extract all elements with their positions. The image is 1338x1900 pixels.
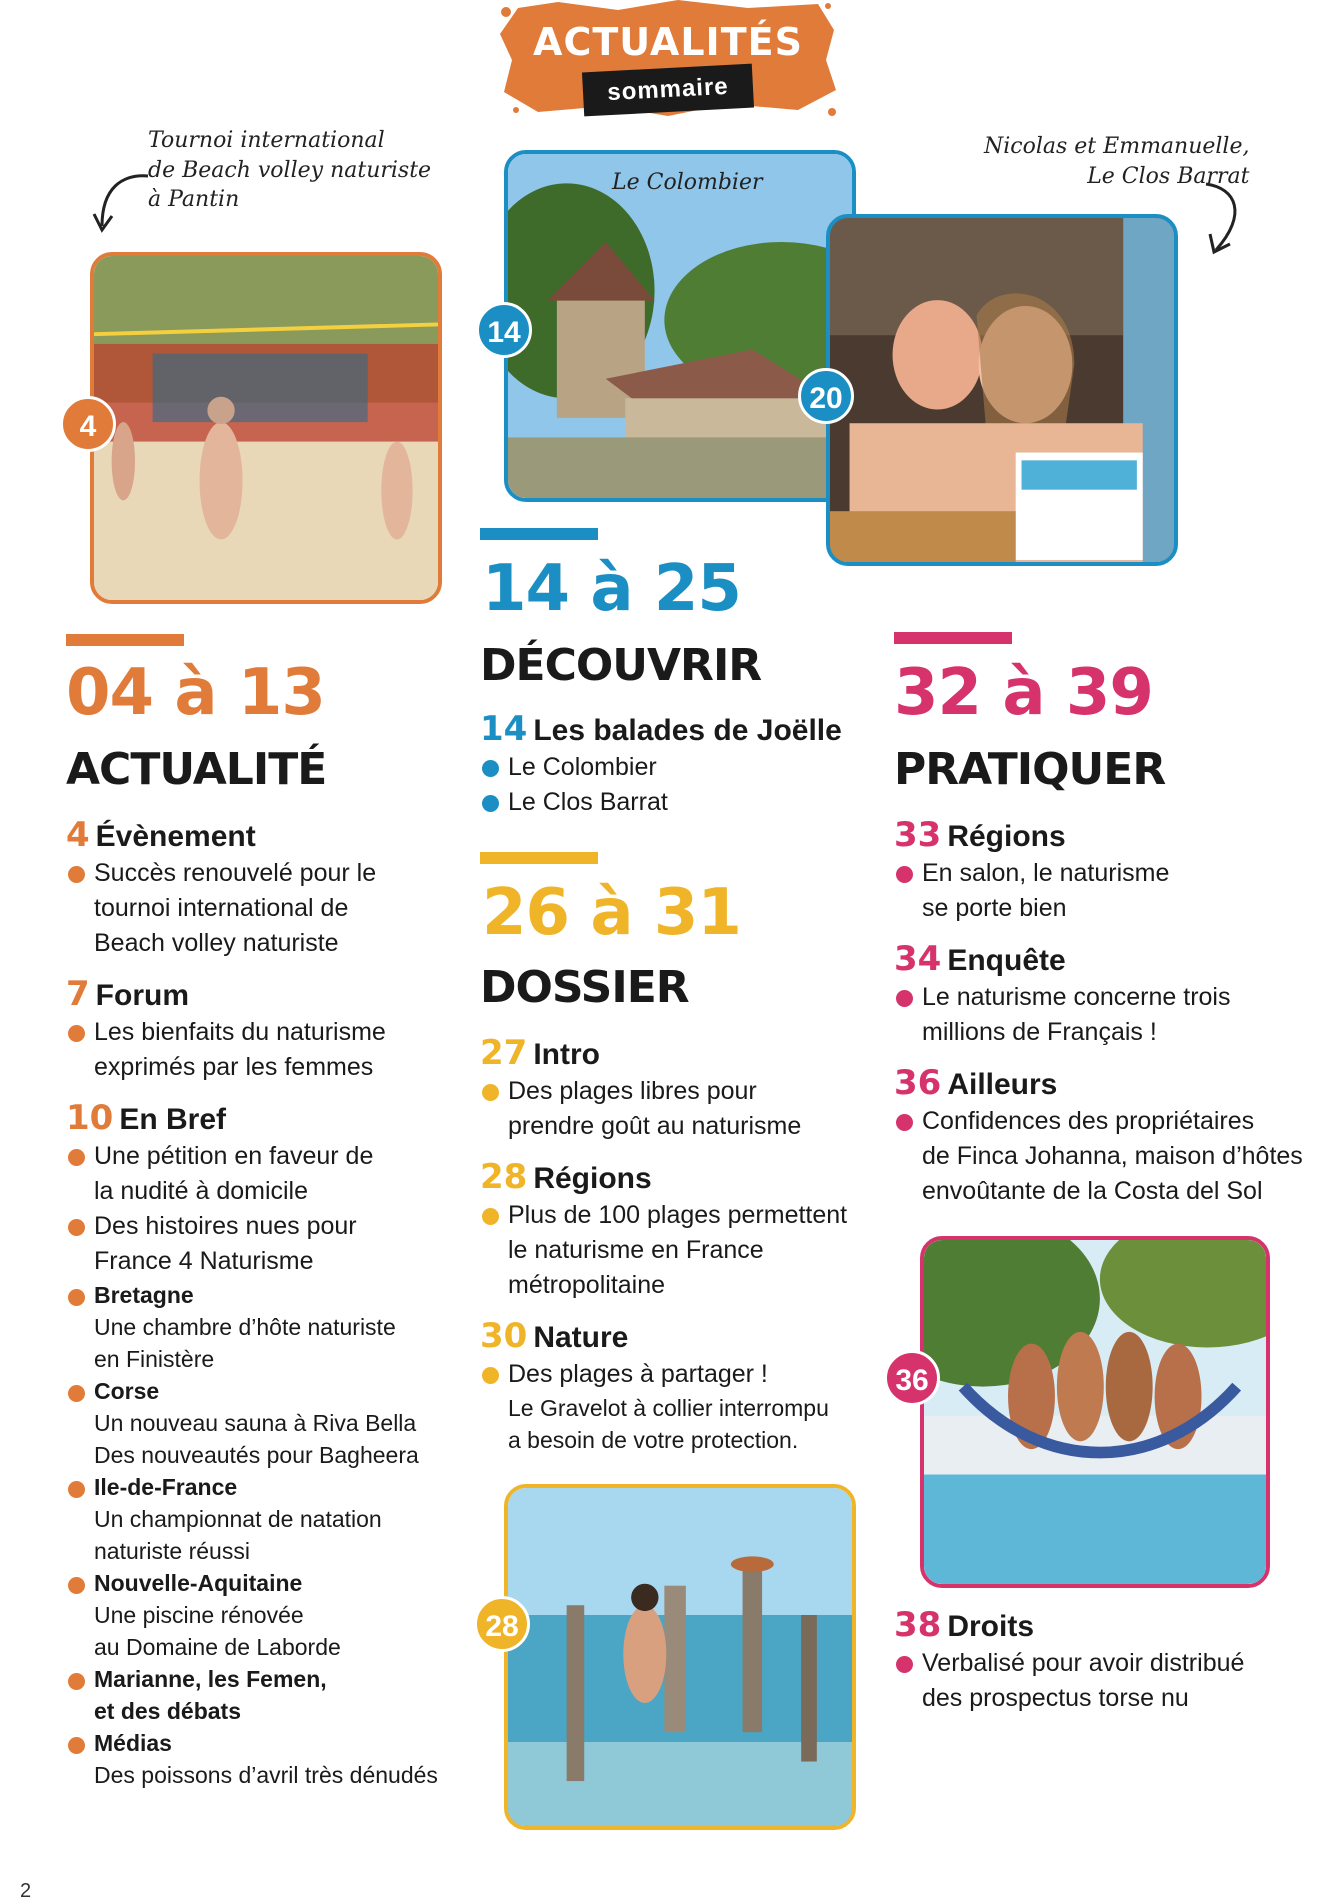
- arrow-icon: [92, 168, 152, 238]
- caption-colombier: Le Colombier: [612, 170, 763, 195]
- list-item: Bretagne Une chambre d’hôte naturiste en Finistère: [66, 1279, 438, 1375]
- list-item: Plus de 100 plages permettent le naturisme en France métropolitaine: [480, 1198, 847, 1303]
- arrow-icon: [1196, 178, 1256, 258]
- photo-couple: [826, 214, 1178, 566]
- list-item: Des plages à partager ! Le Gravelot à collier interrompu a besoin de votre protection.: [480, 1357, 847, 1456]
- photo-beach-posts: [504, 1484, 856, 1830]
- decouvrir-title: DÉCOUVRIR: [480, 640, 762, 691]
- actualite-bar: [66, 634, 184, 646]
- list-item: Les bienfaits du naturisme exprimés par les femmes: [66, 1015, 438, 1085]
- page-circle-14: 14: [476, 302, 532, 358]
- entry: 27 Intro Des plages libres pour prendre goût au naturisme: [480, 1034, 847, 1144]
- droits-entries: [894, 1606, 1244, 1730]
- list-item: Le Clos Barrat: [480, 785, 842, 820]
- dossier-range: 26 à 31: [482, 876, 741, 950]
- entry: 30 Nature Des plages à partager ! Le Gravelot à collier interrompu a besoin de votre protection.: [480, 1317, 847, 1456]
- header-title: ACTUALITÉS: [533, 20, 803, 64]
- pratiquer-range: 32 à 39: [894, 656, 1153, 730]
- entry: 34 Enquête Le naturisme concerne trois millions de Français !: [894, 940, 1303, 1050]
- caption-couple: Nicolas et Emmanuelle, Le Clos Barrat: [984, 134, 1250, 189]
- entry: 10 En Bref Une pétition en faveur de la nudité à domicile Des histoires nues pour France 4 Naturisme Bretagne Une chambre d’hôte naturiste en Finistère Corse Un nouveau sauna à Riva Bella Des nouveautés pour Bagheera Ile-de-France Un championnat de natation naturiste réussi Nouvelle-Aquitaine Une piscine rénovée au Domaine de Laborde Marianne, les Femen, et des débats Médias Des poissons d’avril très dénudés: [66, 1099, 438, 1791]
- list-item: Marianne, les Femen, et des débats: [66, 1663, 438, 1727]
- list-item: Le Colombier: [480, 750, 842, 785]
- list-item: Une pétition en faveur de la nudité à domicile: [66, 1139, 438, 1209]
- actualite-range: 04 à 13: [66, 656, 325, 730]
- page-circle-36: 36: [884, 1350, 940, 1406]
- list-item: Ile-de-France Un championnat de natation naturiste réussi: [66, 1471, 438, 1567]
- decouvrir-bar: [480, 528, 598, 540]
- list-item: Médias Des poissons d’avril très dénudés: [66, 1727, 438, 1791]
- dossier-title: DOSSIER: [480, 962, 689, 1013]
- actualite-title: ACTUALITÉ: [66, 744, 327, 795]
- dossier-bar: [480, 852, 598, 864]
- pratiquer-bar: [894, 632, 1012, 644]
- decouvrir-entries: [480, 710, 842, 834]
- decouvrir-range: 14 à 25: [482, 552, 741, 626]
- list-item: Corse Un nouveau sauna à Riva Bella Des nouveautés pour Bagheera: [66, 1375, 438, 1471]
- dossier-entries: [480, 1034, 847, 1470]
- list-item: Succès renouvelé pour le tournoi international de Beach volley naturiste: [66, 856, 438, 961]
- list-item: Des histoires nues pour France 4 Naturisme: [66, 1209, 438, 1279]
- entry-number: 14: [480, 709, 528, 749]
- list-item: Nouvelle-Aquitaine Une piscine rénovée au Domaine de Laborde: [66, 1567, 438, 1663]
- entry: 28 Régions Plus de 100 plages permettent le naturisme en France métropolitaine: [480, 1158, 847, 1303]
- caption-volley: Tournoi international de Beach volley naturiste à Pantin: [148, 128, 432, 213]
- entry-title: Les balades de Joëlle: [533, 714, 842, 747]
- entry: [480, 710, 842, 820]
- photo-beach-volley: [90, 252, 442, 604]
- pratiquer-title: PRATIQUER: [894, 744, 1166, 795]
- entry: 36 Ailleurs Confidences des propriétaires de Finca Johanna, maison d’hôtes envoûtante de la Costa del Sol: [894, 1064, 1303, 1209]
- list-item: Des plages libres pour prendre goût au naturisme: [480, 1074, 847, 1144]
- list-item: En salon, le naturisme se porte bien: [894, 856, 1303, 926]
- page-number: 2: [20, 1880, 32, 1900]
- photo-le-colombier: [504, 150, 856, 502]
- pratiquer-entries: [894, 816, 1303, 1223]
- entry: 4 Évènement Succès renouvelé pour le tournoi international de Beach volley naturiste: [66, 816, 438, 961]
- page-circle-20: 20: [798, 368, 854, 424]
- actualite-entries: [66, 816, 438, 1805]
- entry: 33 Régions En salon, le naturisme se porte bien: [894, 816, 1303, 926]
- photo-hammock: [920, 1236, 1270, 1588]
- list-item: Confidences des propriétaires de Finca Johanna, maison d’hôtes envoûtante de la Costa del Sol: [894, 1104, 1303, 1209]
- page-circle-28: 28: [474, 1596, 530, 1652]
- entry: 7 Forum Les bienfaits du naturisme exprimés par les femmes: [66, 975, 438, 1085]
- entry: 38 Droits Verbalisé pour avoir distribué des prospectus torse nu: [894, 1606, 1244, 1716]
- list-item: Le naturisme concerne trois millions de Français !: [894, 980, 1303, 1050]
- list-item: Verbalisé pour avoir distribué des prospectus torse nu: [894, 1646, 1244, 1716]
- page-circle-4: 4: [60, 396, 116, 452]
- header-subtitle: sommaire: [582, 64, 754, 117]
